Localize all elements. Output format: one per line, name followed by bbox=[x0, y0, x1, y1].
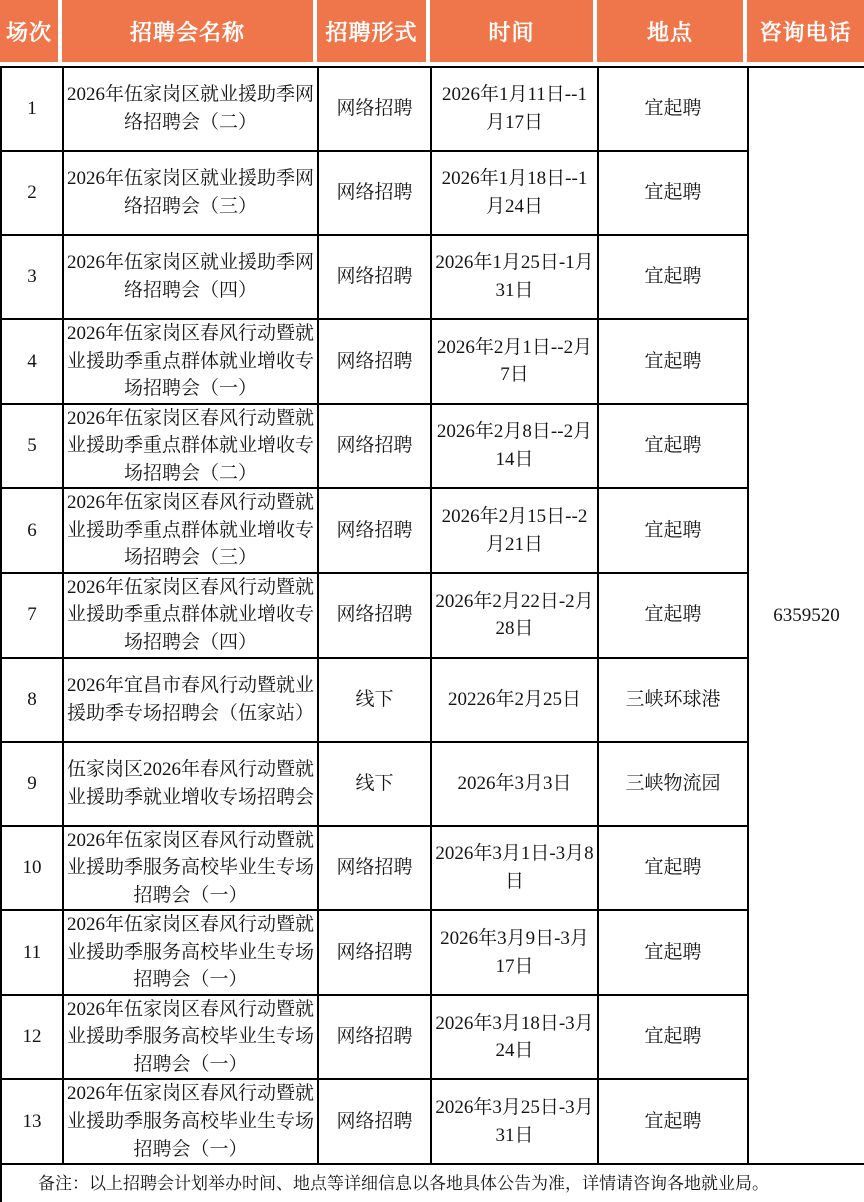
session-number-cell: 5 bbox=[1, 404, 63, 489]
recruitment-format-cell: 网络招聘 bbox=[318, 1079, 431, 1164]
recruitment-format-cell: 网络招聘 bbox=[318, 995, 431, 1080]
fair-name-cell: 2026年伍家岗区春风行动暨就业援助季服务高校毕业生专场招聘会（一） bbox=[63, 1079, 318, 1164]
table-row bbox=[1, 151, 864, 235]
session-number-cell: 7 bbox=[1, 573, 63, 658]
header-cell-location: 地点 bbox=[597, 0, 747, 62]
location-cell: 宜起聘 bbox=[598, 488, 748, 573]
time-cell: 2026年2月1日--2月7日 bbox=[431, 319, 598, 404]
fair-name-cell: 2026年伍家岗区春风行动暨就业援助季服务高校毕业生专场招聘会（一） bbox=[63, 826, 318, 911]
time-cell: 2026年1月11日--1月17日 bbox=[431, 67, 598, 151]
table-row bbox=[1, 658, 864, 742]
table-row bbox=[1, 67, 864, 151]
session-number-cell: 3 bbox=[1, 235, 63, 319]
table-row bbox=[1, 1079, 864, 1164]
time-cell: 2026年1月18日--1月24日 bbox=[431, 151, 598, 235]
session-number-cell: 12 bbox=[1, 995, 63, 1080]
table-row bbox=[1, 910, 864, 995]
location-cell: 宜起聘 bbox=[598, 235, 748, 319]
location-cell: 宜起聘 bbox=[598, 995, 748, 1080]
fair-name-cell: 2026年宜昌市春风行动暨就业援助季专场招聘会（伍家站） bbox=[63, 658, 318, 742]
recruitment-format-cell: 网络招聘 bbox=[318, 488, 431, 573]
location-cell: 宜起聘 bbox=[598, 67, 748, 151]
schedule-table bbox=[0, 66, 864, 1202]
session-number-cell: 6 bbox=[1, 488, 63, 573]
table-row bbox=[1, 742, 864, 826]
session-number-cell: 10 bbox=[1, 826, 63, 911]
session-number-cell: 11 bbox=[1, 910, 63, 995]
session-number-cell: 4 bbox=[1, 319, 63, 404]
time-cell: 20226年2月25日 bbox=[431, 658, 598, 742]
location-cell: 宜起聘 bbox=[598, 1079, 748, 1164]
fair-name-cell: 2026年伍家岗区春风行动暨就业援助季服务高校毕业生专场招聘会（一） bbox=[63, 910, 318, 995]
recruitment-format-cell: 网络招聘 bbox=[318, 573, 431, 658]
session-number-cell: 1 bbox=[1, 67, 63, 151]
header-cell-time: 时间 bbox=[430, 0, 597, 62]
header-cell-session: 场次 bbox=[0, 0, 62, 62]
location-cell: 宜起聘 bbox=[598, 404, 748, 489]
time-cell: 2026年3月9日-3月17日 bbox=[431, 910, 598, 995]
fair-name-cell: 2026年伍家岗区春风行动暨就业援助季重点群体就业增收专场招聘会（四） bbox=[63, 573, 318, 658]
location-cell: 宜起聘 bbox=[598, 910, 748, 995]
fair-name-cell: 2026年伍家岗区春风行动暨就业援助季重点群体就业增收专场招聘会（一） bbox=[63, 319, 318, 404]
location-cell: 宜起聘 bbox=[598, 573, 748, 658]
location-cell: 三峡物流园 bbox=[598, 742, 748, 826]
footer-row bbox=[1, 1164, 864, 1202]
table-row bbox=[1, 573, 864, 658]
recruitment-format-cell: 线下 bbox=[318, 658, 431, 742]
recruitment-format-cell: 网络招聘 bbox=[318, 319, 431, 404]
table-row bbox=[1, 488, 864, 573]
time-cell: 2026年2月22日-2月28日 bbox=[431, 573, 598, 658]
time-cell: 2026年3月25日-3月31日 bbox=[431, 1079, 598, 1164]
session-number-cell: 8 bbox=[1, 658, 63, 742]
time-cell: 2026年2月8日--2月14日 bbox=[431, 404, 598, 489]
fair-name-cell: 伍家岗区2026年春风行动暨就业援助季就业增收专场招聘会 bbox=[63, 742, 318, 826]
location-cell: 宜起聘 bbox=[598, 151, 748, 235]
header-cell-name: 招聘会名称 bbox=[62, 0, 317, 62]
recruitment-format-cell: 网络招聘 bbox=[318, 910, 431, 995]
footer-note: 备注：以上招聘会计划举办时间、地点等详细信息以各地具体公告为准，详情请咨询各地就业局。 bbox=[1, 1164, 864, 1202]
table-row bbox=[1, 235, 864, 319]
session-number-cell: 13 bbox=[1, 1079, 63, 1164]
session-number-cell: 9 bbox=[1, 742, 63, 826]
fair-name-cell: 2026年伍家岗区春风行动暨就业援助季重点群体就业增收专场招聘会（二） bbox=[63, 404, 318, 489]
phone-cell: 6359520 bbox=[748, 67, 864, 1164]
time-cell: 2026年3月1日-3月8日 bbox=[431, 826, 598, 911]
recruitment-format-cell: 网络招聘 bbox=[318, 826, 431, 911]
recruitment-format-cell: 网络招聘 bbox=[318, 67, 431, 151]
recruitment-format-cell: 网络招聘 bbox=[318, 404, 431, 489]
table-header bbox=[0, 0, 864, 62]
recruitment-format-cell: 线下 bbox=[318, 742, 431, 826]
table-row bbox=[1, 995, 864, 1080]
time-cell: 2026年3月3日 bbox=[431, 742, 598, 826]
recruitment-format-cell: 网络招聘 bbox=[318, 235, 431, 319]
location-cell: 宜起聘 bbox=[598, 826, 748, 911]
location-cell: 宜起聘 bbox=[598, 319, 748, 404]
location-cell: 三峡环球港 bbox=[598, 658, 748, 742]
fair-name-cell: 2026年伍家岗区就业援助季网络招聘会（四） bbox=[63, 235, 318, 319]
table-row bbox=[1, 404, 864, 489]
recruitment-format-cell: 网络招聘 bbox=[318, 151, 431, 235]
session-number-cell: 2 bbox=[1, 151, 63, 235]
fair-name-cell: 2026年伍家岗区春风行动暨就业援助季服务高校毕业生专场招聘会（一） bbox=[63, 995, 318, 1080]
header-cell-format: 招聘形式 bbox=[317, 0, 430, 62]
table-row bbox=[1, 319, 864, 404]
header-cell-phone: 咨询电话 bbox=[747, 0, 864, 62]
fair-name-cell: 2026年伍家岗区就业援助季网络招聘会（三） bbox=[63, 151, 318, 235]
table-row bbox=[1, 826, 864, 911]
time-cell: 2026年2月15日--2月21日 bbox=[431, 488, 598, 573]
fair-name-cell: 2026年伍家岗区就业援助季网络招聘会（二） bbox=[63, 67, 318, 151]
fair-name-cell: 2026年伍家岗区春风行动暨就业援助季重点群体就业增收专场招聘会（三） bbox=[63, 488, 318, 573]
time-cell: 2026年3月18日-3月24日 bbox=[431, 995, 598, 1080]
time-cell: 2026年1月25日-1月31日 bbox=[431, 235, 598, 319]
